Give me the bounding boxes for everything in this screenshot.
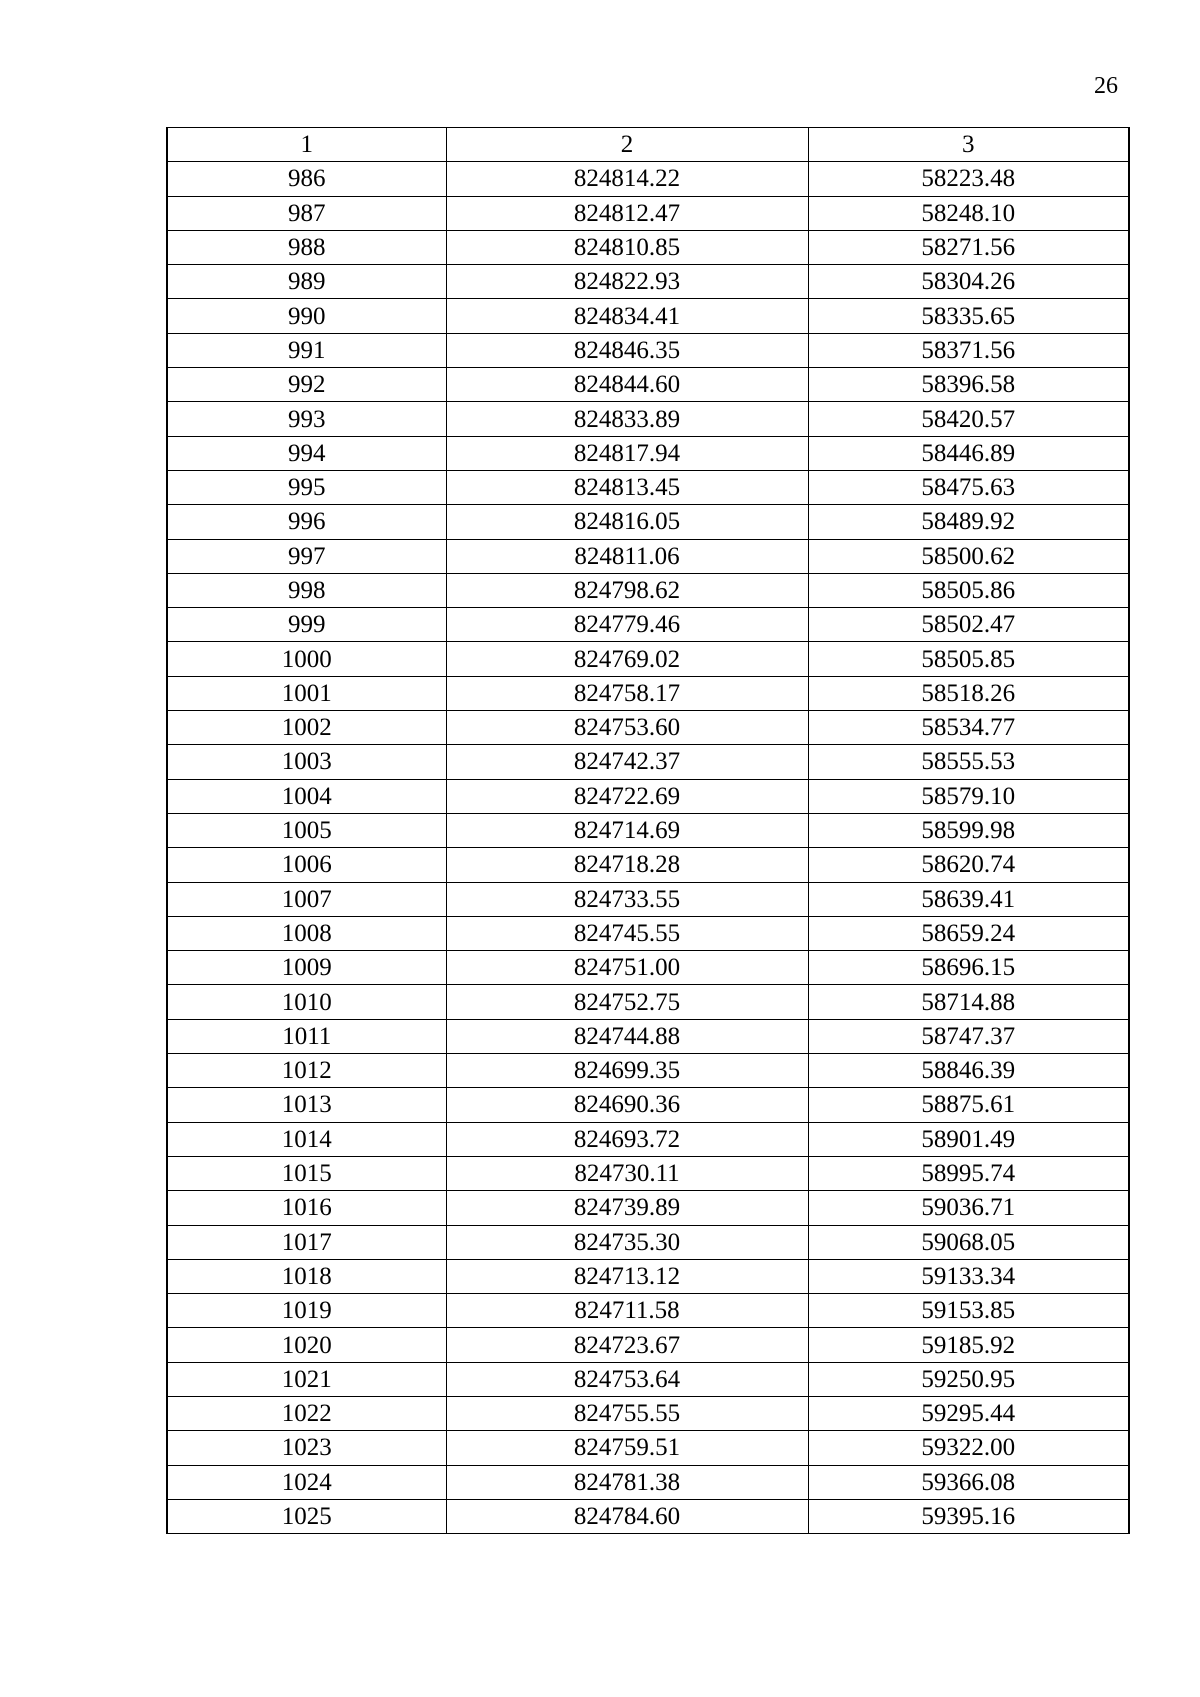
column-header: 1: [167, 128, 446, 162]
point-number-cell: 1006: [167, 848, 446, 882]
table-row: [167, 1054, 1129, 1088]
y-coordinate-cell: 58714.88: [808, 985, 1129, 1019]
x-coordinate-cell: 824811.06: [446, 539, 808, 573]
point-number-cell: 988: [167, 230, 446, 264]
point-number-cell: 987: [167, 196, 446, 230]
point-number-cell: 1023: [167, 1431, 446, 1465]
point-number-cell: 999: [167, 608, 446, 642]
table-row: [167, 505, 1129, 539]
x-coordinate-cell: 824812.47: [446, 196, 808, 230]
point-number-cell: 1001: [167, 676, 446, 710]
point-number-cell: 1004: [167, 779, 446, 813]
table-row: [167, 402, 1129, 436]
page-number: 26: [1094, 73, 1118, 99]
x-coordinate-cell: 824758.17: [446, 676, 808, 710]
y-coordinate-cell: 58846.39: [808, 1054, 1129, 1088]
point-number-cell: 1000: [167, 642, 446, 676]
y-coordinate-cell: 58475.63: [808, 470, 1129, 504]
table-row: [167, 196, 1129, 230]
table-row: [167, 1499, 1129, 1533]
x-coordinate-cell: 824742.37: [446, 745, 808, 779]
point-number-cell: 991: [167, 333, 446, 367]
x-coordinate-cell: 824690.36: [446, 1088, 808, 1122]
point-number-cell: 1020: [167, 1328, 446, 1362]
point-number-cell: 996: [167, 505, 446, 539]
y-coordinate-cell: 58446.89: [808, 436, 1129, 470]
table-row: [167, 745, 1129, 779]
point-number-cell: 990: [167, 299, 446, 333]
y-coordinate-cell: 58335.65: [808, 299, 1129, 333]
point-number-cell: 1025: [167, 1499, 446, 1533]
y-coordinate-cell: 58639.41: [808, 882, 1129, 916]
column-header: 2: [446, 128, 808, 162]
x-coordinate-cell: 824751.00: [446, 951, 808, 985]
table-row: [167, 985, 1129, 1019]
x-coordinate-cell: 824723.67: [446, 1328, 808, 1362]
y-coordinate-cell: 58875.61: [808, 1088, 1129, 1122]
y-coordinate-cell: 58505.86: [808, 573, 1129, 607]
column-header: 3: [808, 128, 1129, 162]
table-row: [167, 813, 1129, 847]
point-number-cell: 1009: [167, 951, 446, 985]
point-number-cell: 1007: [167, 882, 446, 916]
x-coordinate-cell: 824730.11: [446, 1156, 808, 1190]
point-number-cell: 986: [167, 162, 446, 196]
y-coordinate-cell: 58505.85: [808, 642, 1129, 676]
table-header-row: [167, 128, 1129, 162]
x-coordinate-cell: 824714.69: [446, 813, 808, 847]
x-coordinate-cell: 824844.60: [446, 368, 808, 402]
table-row: [167, 162, 1129, 196]
y-coordinate-cell: 58502.47: [808, 608, 1129, 642]
point-number-cell: 989: [167, 265, 446, 299]
point-number-cell: 1003: [167, 745, 446, 779]
point-number-cell: 1014: [167, 1122, 446, 1156]
x-coordinate-cell: 824816.05: [446, 505, 808, 539]
y-coordinate-cell: 58223.48: [808, 162, 1129, 196]
point-number-cell: 1002: [167, 711, 446, 745]
point-number-cell: 1012: [167, 1054, 446, 1088]
x-coordinate-cell: 824753.64: [446, 1362, 808, 1396]
y-coordinate-cell: 58396.58: [808, 368, 1129, 402]
x-coordinate-cell: 824846.35: [446, 333, 808, 367]
table-row: [167, 1294, 1129, 1328]
x-coordinate-cell: 824781.38: [446, 1465, 808, 1499]
x-coordinate-cell: 824713.12: [446, 1259, 808, 1293]
point-number-cell: 1011: [167, 1019, 446, 1053]
y-coordinate-cell: 58489.92: [808, 505, 1129, 539]
point-number-cell: 1013: [167, 1088, 446, 1122]
y-coordinate-cell: 58271.56: [808, 230, 1129, 264]
y-coordinate-cell: 58696.15: [808, 951, 1129, 985]
table-row: [167, 676, 1129, 710]
y-coordinate-cell: 58901.49: [808, 1122, 1129, 1156]
table-row: [167, 1088, 1129, 1122]
table-row: [167, 333, 1129, 367]
point-number-cell: 994: [167, 436, 446, 470]
point-number-cell: 1010: [167, 985, 446, 1019]
table-row: [167, 1465, 1129, 1499]
point-number-cell: 992: [167, 368, 446, 402]
table-row: [167, 951, 1129, 985]
x-coordinate-cell: 824769.02: [446, 642, 808, 676]
table-row: [167, 1259, 1129, 1293]
x-coordinate-cell: 824693.72: [446, 1122, 808, 1156]
y-coordinate-cell: 58500.62: [808, 539, 1129, 573]
y-coordinate-cell: 59153.85: [808, 1294, 1129, 1328]
table-body: [167, 128, 1129, 1534]
table-row: [167, 573, 1129, 607]
x-coordinate-cell: 824810.85: [446, 230, 808, 264]
y-coordinate-cell: 58534.77: [808, 711, 1129, 745]
table-row: [167, 1431, 1129, 1465]
table-row: [167, 539, 1129, 573]
x-coordinate-cell: 824753.60: [446, 711, 808, 745]
point-number-cell: 1017: [167, 1225, 446, 1259]
y-coordinate-cell: 58995.74: [808, 1156, 1129, 1190]
table-row: [167, 1019, 1129, 1053]
x-coordinate-cell: 824814.22: [446, 162, 808, 196]
table-row: [167, 848, 1129, 882]
x-coordinate-cell: 824834.41: [446, 299, 808, 333]
table-row: [167, 779, 1129, 813]
table-row: [167, 470, 1129, 504]
x-coordinate-cell: 824822.93: [446, 265, 808, 299]
y-coordinate-cell: 59068.05: [808, 1225, 1129, 1259]
x-coordinate-cell: 824711.58: [446, 1294, 808, 1328]
table-row: [167, 882, 1129, 916]
y-coordinate-cell: 58248.10: [808, 196, 1129, 230]
table-row: [167, 1396, 1129, 1430]
table-row: [167, 642, 1129, 676]
y-coordinate-cell: 58555.53: [808, 745, 1129, 779]
table-row: [167, 1122, 1129, 1156]
table-row: [167, 608, 1129, 642]
point-number-cell: 993: [167, 402, 446, 436]
table-row: [167, 711, 1129, 745]
x-coordinate-cell: 824733.55: [446, 882, 808, 916]
point-number-cell: 1019: [167, 1294, 446, 1328]
point-number-cell: 1016: [167, 1191, 446, 1225]
point-number-cell: 998: [167, 573, 446, 607]
table-row: [167, 916, 1129, 950]
point-number-cell: 1015: [167, 1156, 446, 1190]
table-row: [167, 1191, 1129, 1225]
x-coordinate-cell: 824722.69: [446, 779, 808, 813]
x-coordinate-cell: 824735.30: [446, 1225, 808, 1259]
y-coordinate-cell: 58747.37: [808, 1019, 1129, 1053]
y-coordinate-cell: 59250.95: [808, 1362, 1129, 1396]
point-number-cell: 1018: [167, 1259, 446, 1293]
x-coordinate-cell: 824784.60: [446, 1499, 808, 1533]
table-row: [167, 1362, 1129, 1396]
x-coordinate-cell: 824744.88: [446, 1019, 808, 1053]
point-number-cell: 997: [167, 539, 446, 573]
table-row: [167, 265, 1129, 299]
x-coordinate-cell: 824813.45: [446, 470, 808, 504]
x-coordinate-cell: 824779.46: [446, 608, 808, 642]
x-coordinate-cell: 824759.51: [446, 1431, 808, 1465]
y-coordinate-cell: 58420.57: [808, 402, 1129, 436]
x-coordinate-cell: 824798.62: [446, 573, 808, 607]
point-number-cell: 1024: [167, 1465, 446, 1499]
y-coordinate-cell: 58579.10: [808, 779, 1129, 813]
x-coordinate-cell: 824833.89: [446, 402, 808, 436]
table-row: [167, 230, 1129, 264]
table-row: [167, 1328, 1129, 1362]
x-coordinate-cell: 824745.55: [446, 916, 808, 950]
point-number-cell: 1008: [167, 916, 446, 950]
x-coordinate-cell: 824755.55: [446, 1396, 808, 1430]
y-coordinate-cell: 58620.74: [808, 848, 1129, 882]
y-coordinate-cell: 58599.98: [808, 813, 1129, 847]
y-coordinate-cell: 59366.08: [808, 1465, 1129, 1499]
coordinates-table: [166, 127, 1130, 1534]
x-coordinate-cell: 824699.35: [446, 1054, 808, 1088]
y-coordinate-cell: 58371.56: [808, 333, 1129, 367]
point-number-cell: 1021: [167, 1362, 446, 1396]
table-row: [167, 436, 1129, 470]
y-coordinate-cell: 58518.26: [808, 676, 1129, 710]
y-coordinate-cell: 59395.16: [808, 1499, 1129, 1533]
point-number-cell: 1022: [167, 1396, 446, 1430]
table-row: [167, 368, 1129, 402]
x-coordinate-cell: 824718.28: [446, 848, 808, 882]
y-coordinate-cell: 59295.44: [808, 1396, 1129, 1430]
x-coordinate-cell: 824752.75: [446, 985, 808, 1019]
point-number-cell: 995: [167, 470, 446, 504]
y-coordinate-cell: 59322.00: [808, 1431, 1129, 1465]
y-coordinate-cell: 59133.34: [808, 1259, 1129, 1293]
table-row: [167, 1156, 1129, 1190]
x-coordinate-cell: 824817.94: [446, 436, 808, 470]
y-coordinate-cell: 58659.24: [808, 916, 1129, 950]
y-coordinate-cell: 58304.26: [808, 265, 1129, 299]
table-row: [167, 299, 1129, 333]
x-coordinate-cell: 824739.89: [446, 1191, 808, 1225]
point-number-cell: 1005: [167, 813, 446, 847]
y-coordinate-cell: 59185.92: [808, 1328, 1129, 1362]
y-coordinate-cell: 59036.71: [808, 1191, 1129, 1225]
table-row: [167, 1225, 1129, 1259]
